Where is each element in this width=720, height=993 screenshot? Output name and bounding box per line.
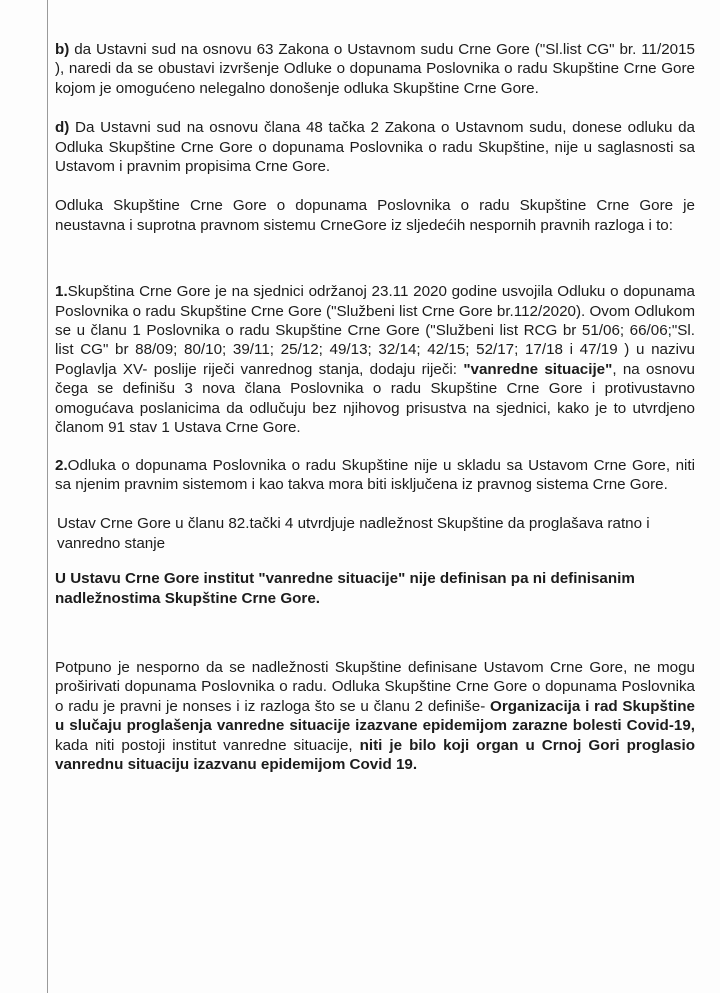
paragraph-d	[55, 118, 695, 176]
paragraph-potpuno-text-middle: kada niti postoji institut vanredne situacije,	[55, 736, 360, 754]
paragraph-potpuno	[55, 658, 695, 774]
paragraph-potpuno-text-before: Potpuno je nesporno da se nadležnosti Skupštine definisane Ustavom Crne Gore, ne mogu proširivati dopunama Poslovnika o radu. Odluka Skupštine Crne Gore o dopunama Poslovnika o radu je pravni je nonses i iz razloga što se u članu 2 definiše-	[55, 658, 695, 715]
paragraph-1	[55, 282, 695, 437]
paragraph-ustav: Ustav Crne Gore u članu 82.tački 4 utvrdjuje nadležnost Skupštine da proglašava ratno i vanredno stanje	[57, 515, 650, 552]
paragraph-2	[55, 456, 695, 495]
paragraph-b-label: b)	[55, 41, 70, 58]
paragraph-2-label: 2.	[55, 456, 68, 474]
paragraph-potpuno-bold-2: niti je bilo koji organ u Crnoj Gori proglasio vanrednu situaciju izazvanu epidemijom Covid 19.	[55, 736, 695, 773]
paragraph-2-text: Odluka o dopunama Poslovnika o radu Skupštine nije u skladu sa Ustavom Crne Gore, niti sa njenim pravnim sistemom i kao takva mora biti isključena iz pravnog sistema Crne Gore.	[55, 456, 695, 493]
paragraph-1-text-after: , na osnovu čega se definišu 3 nova člana Poslovnika o radu Skupštine Crne Gore i protivustavno omogućava poslanicima da odlučuju bez njihovog prisustva na sjednici, kako je to utvrdjeno članom 91 stav 1 Ustava Crne Gore.	[55, 360, 696, 437]
document-body	[55, 40, 695, 774]
binder-margin-line	[47, 0, 48, 993]
paragraph-b-text: da Ustavni sud na osnovu 63 Zakona o Ustavnom sudu Crne Gore ("Sl.list CG" br. 11/2015 ), naredi da se obustavi izvršenje Odluke o dopunama Poslovnika o radu Skupštine Crne Gore kojom je omogućeno nelegalno donošenje odluka Skupštine Crne Gore.	[55, 41, 695, 97]
paragraph-d-label: d)	[55, 119, 70, 137]
paragraph-1-label: 1.	[55, 283, 68, 301]
paragraph-ustav-bold: U Ustavu Crne Gore institut "vanredne situacije" nije definisan pa ni definisanim nadležnostima Skupštine Crne Gore.	[55, 570, 635, 607]
paragraph-1-text-bold: "vanredne situacije"	[463, 360, 613, 378]
paragraph-potpuno-bold-1: Organizacija i rad Skupštine u slučaju proglašenja vanredne situacije izazvane epidemijom zarazne bolesti Covid-19,	[55, 697, 695, 735]
paragraph-odluka: Odluka Skupštine Crne Gore o dopunama Poslovnika o radu Skupštine Crne Gore je neustavna i suprotna pravnom sistemu CrneGore iz sljedećih nespornih pravnih razloga i to:	[55, 197, 695, 234]
paragraph-1-text-before: Skupština Crne Gore je na sjednici održanoj 23.11 2020 godine usvojila Odluku o dopunama Poslovnika o radu Skupštine Crne Gore ("Službeni list Crne Gore br.112/2020). Ovom Odlukom se u članu 1 Poslovnika o radu Skupštine Crne Gore ("Službeni list RCG br 51/06; 66/06;"Sl. list CG" br 88/09; 80/10; 39/11; 25/12; 49/13; 32/14; 42/15; 52/17; 17/18 i 47/19 ) u nazivu Poglavlja XV- poslije riječi vanrednog stanja, dodaju riječi:	[55, 283, 695, 378]
paragraph-d-text: Da Ustavni sud na osnovu člana 48 tačka 2 Zakona o Ustavnom sudu, donese odluku da Odluka Skupštine Crne Gore o dopunama Poslovnika o radu Skupštine, nije u saglasnosti sa Ustavom i pravnim propisima Crne Gore.	[55, 119, 695, 176]
paragraph-b	[55, 40, 695, 98]
